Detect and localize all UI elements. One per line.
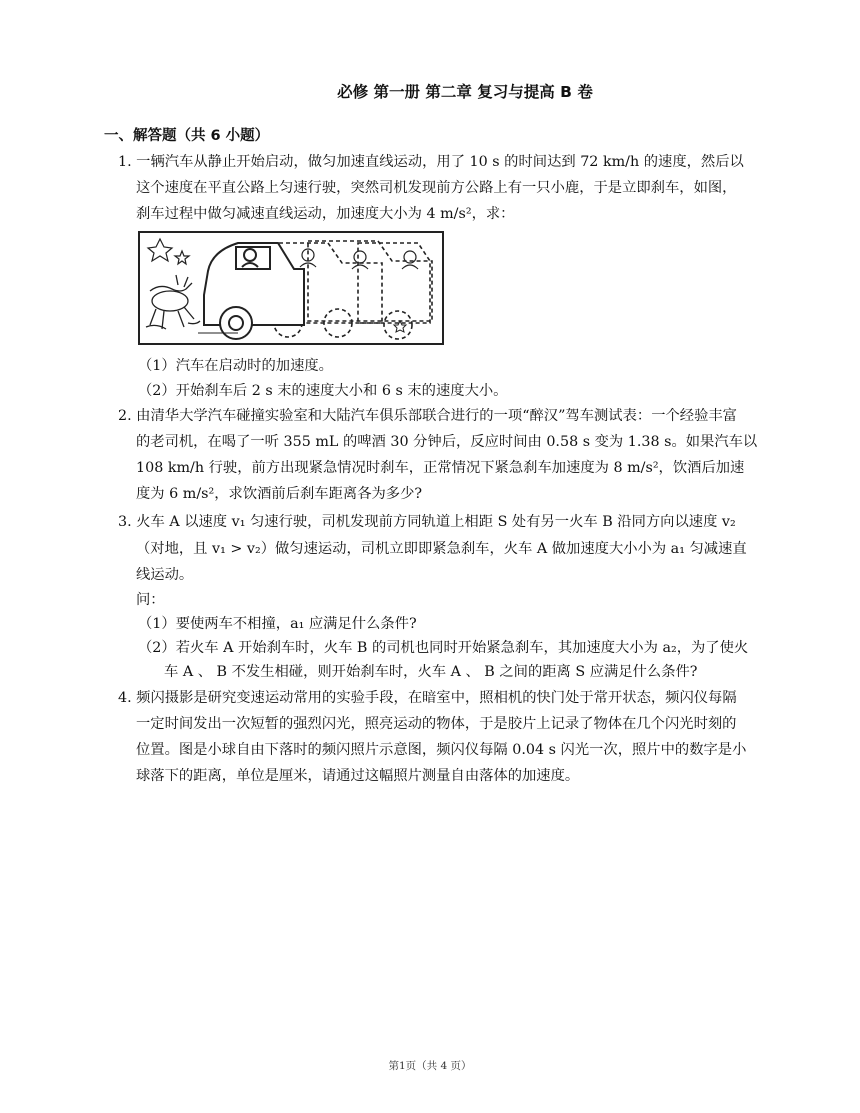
q2-line-3: 108 km/h 行驶，前方出现紧急情况时刹车，正常情况下紧急刹车加速度为 8 m/s²，饮酒后加速 xyxy=(136,460,745,476)
q1-sub-1: （1）汽车在启动时的加速度。 xyxy=(138,358,333,374)
q3-sub-2-cont: 车 A 、 B 不发生相碰，则开始刹车时，火车 A 、 B 之间的距离 S 应满足什么条件? xyxy=(164,664,698,680)
q1-line-1: 1. 一辆汽车从静止开始启动，做匀加速直线运动，用了 10 s 的时间达到 72 km/h 的速度，然后以 xyxy=(118,154,744,170)
q3-line-1: 3. 火车 A 以速度 v₁ 匀速行驶，司机发现前方同轨道上相距 S 处有另一火车 B 沿同方向以速度 v₂ xyxy=(118,514,736,530)
q3-sub-2: （2）若火车 A 开始刹车时，火车 B 的司机也同时开始紧急刹车，其加速度大小为 a₂，为了使火 xyxy=(138,640,749,656)
page-footer: 第1页（共 4 页） xyxy=(388,1060,472,1072)
q4-line-3: 位置。图是小球自由下落时的频闪照片示意图，频闪仪每隔 0.04 s 闪光一次，照片中的数字是小 xyxy=(136,742,747,758)
q3-line-3: 线运动。 xyxy=(136,567,194,583)
q3-line-2: （对地，且 v₁ > v₂）做匀速运动，司机立即即紧急刹车，火车 A 做加速度大小小为 a₁ 匀减速直 xyxy=(136,541,747,557)
section-heading: 一、解答题（共 6 小题） xyxy=(104,128,270,144)
q1-line-2: 这个速度在平直公路上匀速行驶，突然司机发现前方公路上有一只小鹿，于是立即刹车，如图， xyxy=(136,180,737,196)
q1-line-3: 刹车过程中做匀减速直线运动，加速度大小为 4 m/s²，求： xyxy=(136,206,515,222)
q2-line-2: 的老司机，在喝了一听 355 mL 的啤酒 30 分钟后，反应时间由 0.58 s 变为 1.38 s。如果汽车以 xyxy=(136,434,758,450)
q1-sub-2: （2）开始刹车后 2 s 末的速度大小和 6 s 末的速度大小。 xyxy=(138,383,508,399)
q4-line-2: 一定时间发出一次短暂的强烈闪光，照亮运动的物体，于是胶片上记录了物体在几个闪光时刻的 xyxy=(136,716,737,732)
q4-line-4: 球落下的距离，单位是厘米，请通过这幅照片测量自由落体的加速度。 xyxy=(136,768,580,784)
q3-line-4: 问： xyxy=(136,592,165,608)
q3-sub-1: （1）要使两车不相撞，a₁ 应满足什么条件? xyxy=(138,616,417,632)
page-title: 必修 第一册 第二章 复习与提高 B 卷 xyxy=(337,83,593,101)
car-deer-figure xyxy=(138,231,444,345)
q4-line-1: 4. 频闪摄影是研究变速运动常用的实验手段，在暗室中，照相机的快门处于常开状态，频闪仪每隔 xyxy=(118,690,737,706)
q2-line-1: 2. 由清华大学汽车碰撞实验室和大陆汽车俱乐部联合进行的一项“醉汉”驾车测试表：一个经验丰富 xyxy=(118,408,737,424)
q2-line-4: 度为 6 m/s²，求饮酒前后刹车距离各为多少? xyxy=(136,486,423,502)
